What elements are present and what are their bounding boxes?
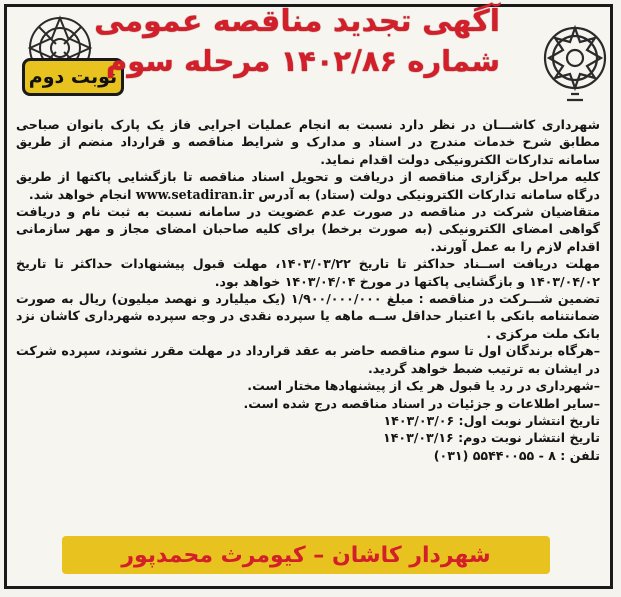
signature-bar xyxy=(62,536,550,574)
paragraph-procedure xyxy=(16,168,600,203)
notice-number: شماره ۱۴۰۲/۸۶ مرحله سوم xyxy=(105,44,500,78)
procedure-text-end: انجام خواهد شد. xyxy=(28,186,132,202)
first-publication-date: تاریخ انتشار نوبت اول: ۱۴۰۳/۰۳/۰۶ xyxy=(383,412,600,428)
paragraph-registration: متقاضیان شرکت در مناقصه در صورت عدم عضویت در سامانه نسبت به ثبت نام و دریافت گواهی امضای الکترونیکی (به صورت برخط) برای کلیه صاحبان امضای مجاز و مهر سازمانی اقدام لازم را به عمل آورند. xyxy=(16,204,600,254)
paragraph-intro: شهرداری کاشـــان در نظر دارد نسبت به انجام عملیات اجرایی فاز یک پارک بانوان صباحی مطابق شرح خدمات مندرج در اسناد و مدارک و شرایط مناقصه و قرارداد منضم از طریق سامانه تدارکات الکترونیکی دولت اقدام نماید. xyxy=(16,117,600,167)
signature-text: شهردار کاشان – کیومرث محمدپور xyxy=(121,542,491,568)
phone-number: تلفن : ۸ - ۵۵۴۴۰۰۵۵ (۰۳۱) xyxy=(433,447,600,463)
paragraph-guarantee: تضمین شـــرکت در مناقصه : مبلغ ۱/۹۰۰/۰۰۰/۰۰۰ (یک میلیارد و نهصد میلیون) ریال به صورت ضمانتنامه بانکی با اعتبار حداقل ســه ماهه یا سپرده نقدی در وجه سپرده شهرداری کاشان نزد بانک ملت مرکزی . xyxy=(16,291,600,341)
notice-title: آگهی تجدید مناقصه عمومی xyxy=(94,4,500,39)
paragraph-details: –سایر اطلاعات و جزئیات در اسناد مناقصه درج شده است. xyxy=(243,395,600,411)
second-publication-date: تاریخ انتشار نوبت دوم: ۱۴۰۳/۰۳/۱۶ xyxy=(383,430,600,446)
notice-body xyxy=(16,116,600,464)
paragraph-rights: –شهرداری در رد یا قبول هر یک از پیشنهادها مختار است. xyxy=(247,378,600,394)
issue-badge: نوبت دوم xyxy=(22,58,124,96)
paragraph-deadlines: مهلت دریافت اســناد حداکثر تا تاریخ ۱۴۰۳/۰۳/۲۲، مهلت قبول پیشنهادات حداکثر تا تاریخ ۱۴۰۳/۰۴/۰۲ و بازگشایی پاکتها در مورخ ۱۴۰۳/۰۴/۰۴ خواهد بود. xyxy=(16,256,601,289)
procedure-text: کلیه مراحل برگزاری مناقصه از دریافت و تحویل اسناد مناقصه تا بازگشایی پاکتها از طریق درگاه سامانه تدارکات الکترونیکی دولت (ستاد) به آدرس xyxy=(16,169,600,202)
paragraph-winners: –هرگاه برندگان اول تا سوم مناقصه حاضر به عقد قرارداد در مهلت مقرر نشوند، سپرده شرکت در ایشان به ترتیب ضبط خواهد گردید. xyxy=(16,343,600,376)
website-link[interactable]: www.setadiran.ir xyxy=(135,186,254,202)
municipality-seal-icon xyxy=(537,14,613,106)
